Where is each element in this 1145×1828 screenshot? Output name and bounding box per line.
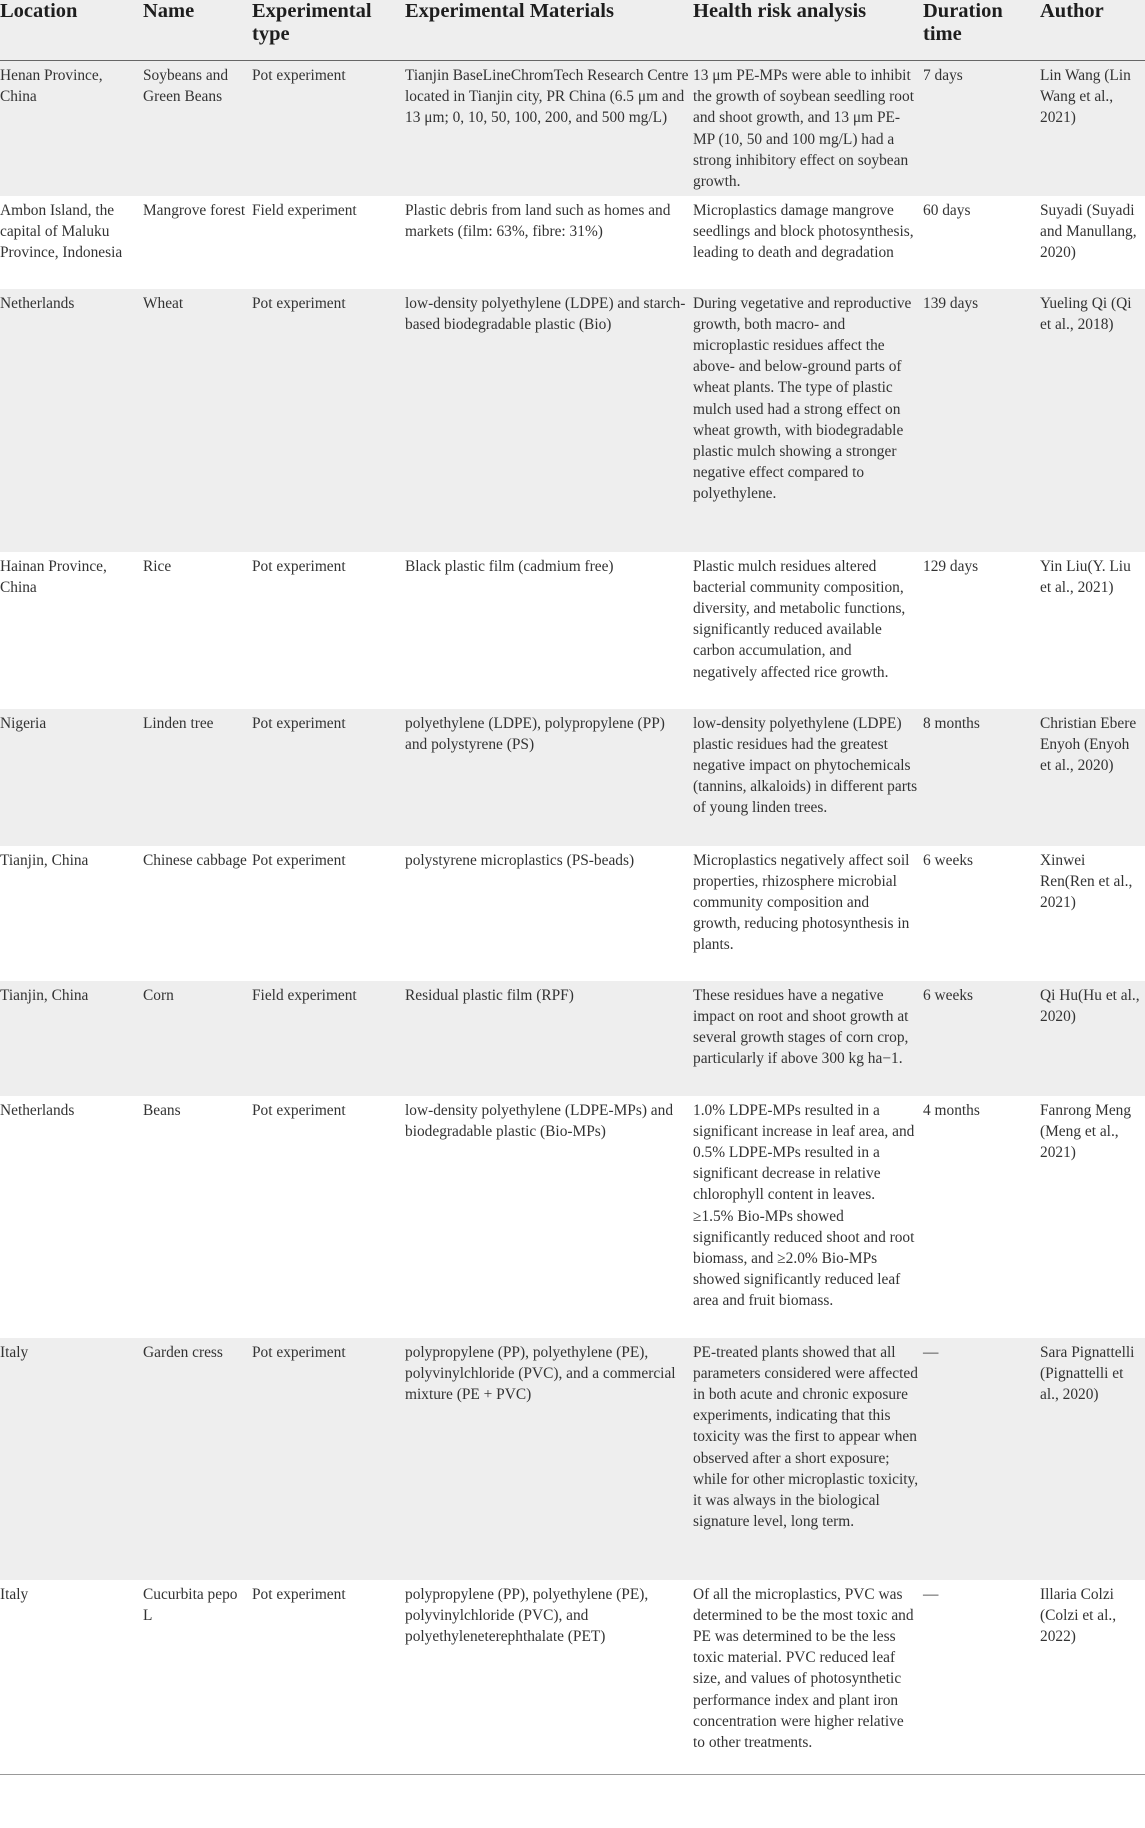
cell-materials: Plastic debris from land such as homes and markets (film: 63%, fibre: 31%)	[405, 201, 671, 240]
cell-location: Tianjin, China	[0, 981, 143, 1096]
cell-name: Garden cress	[143, 1338, 252, 1580]
cell-duration: 8 months	[923, 709, 1040, 846]
cell-location: Tianjin, China	[0, 851, 89, 869]
cell-type: Pot experiment	[252, 1580, 405, 1775]
table-row	[0, 1580, 1145, 1775]
cell-materials: low-density polyethylene (LDPE) and starch-based biodegradable plastic (Bio)	[405, 289, 693, 552]
header-experimental-type: Experimental type	[252, 0, 405, 61]
header-author: Author	[1040, 0, 1145, 61]
cell-author: Fanrong Meng (Meng et al., 2021)	[1040, 1101, 1132, 1161]
table-row	[0, 61, 1145, 196]
header-health-risk-analysis: Health risk analysis	[693, 0, 923, 61]
cell-materials: low-density polyethylene (LDPE-MPs) and biodegradable plastic (Bio-MPs)	[405, 1101, 674, 1140]
cell-type: Field experiment	[252, 981, 405, 1096]
cell-name: Wheat	[143, 289, 252, 552]
cell-type: Pot experiment	[252, 851, 346, 869]
cell-risk: Plastic mulch residues altered bacterial community composition, diversity, and metabolic functions, significantly reduced available carbon accumulation, and negatively affected rice growth.	[693, 557, 906, 681]
cell-name: Corn	[143, 981, 252, 1096]
cell-name: Cucurbita pepo L	[143, 1580, 252, 1775]
table-row	[0, 196, 1145, 289]
cell-location: Ambon Island, the capital of Maluku Province, Indonesia	[0, 201, 123, 261]
cell-type: Pot experiment	[252, 61, 405, 196]
cell-risk: These residues have a negative impact on root and shoot growth at several growth stages of corn crop, particularly if above 300 kg ha−1.	[693, 981, 923, 1096]
cell-duration: 6 weeks	[923, 981, 1040, 1096]
header-row	[0, 0, 1145, 61]
table-row	[0, 709, 1145, 846]
cell-materials: Residual plastic film (RPF)	[405, 981, 693, 1096]
cell-duration: 139 days	[923, 289, 1040, 552]
cell-type: Field experiment	[252, 201, 357, 219]
cell-name: Linden tree	[143, 709, 252, 846]
cell-risk: During vegetative and reproductive growth, both macro- and microplastic residues affect the above- and below-ground parts of wheat plants. The type of plastic mulch used had a strong effect on wheat growth, with biodegradable plastic mulch showing a stronger negative effect compared to polyethylene.	[693, 289, 923, 552]
table-row	[0, 552, 1145, 709]
cell-type: Pot experiment	[252, 289, 405, 552]
header-location: Location	[0, 0, 143, 61]
cell-duration: 4 months	[923, 1101, 980, 1119]
cell-location: Nigeria	[0, 709, 143, 846]
cell-author: Yin Liu(Y. Liu et al., 2021)	[1040, 557, 1131, 596]
table-row	[0, 1096, 1145, 1338]
cell-author: Xinwei Ren(Ren et al., 2021)	[1040, 851, 1133, 911]
cell-duration: 7 days	[923, 61, 1040, 196]
cell-risk: Of all the microplastics, PVC was determined to be the most toxic and PE was determined to be the less toxic material. PVC reduced leaf size, and values of photosynthetic performance index and plant iron concentration were higher relative to other treatments.	[693, 1580, 923, 1775]
cell-name: Soybeans and Green Beans	[143, 61, 252, 196]
cell-location: Italy	[0, 1338, 143, 1580]
cell-author: Yueling Qi (Qi et al., 2018)	[1040, 289, 1145, 552]
table-body	[0, 61, 1145, 1775]
header-name: Name	[143, 0, 252, 61]
cell-duration: —	[923, 1338, 1040, 1580]
cell-author: Suyadi (Suyadi and Manullang, 2020)	[1040, 201, 1137, 261]
table-row	[0, 289, 1145, 552]
cell-risk: Microplastics damage mangrove seedlings and block photosynthesis, leading to death and degradation	[693, 201, 914, 261]
cell-author: Christian Ebere Enyoh (Enyoh et al., 2020)	[1040, 709, 1145, 846]
cell-duration: 6 weeks	[923, 851, 974, 869]
cell-materials: polypropylene (PP), polyethylene (PE), polyvinylchloride (PVC), and a commercial mixture (PE + PVC)	[405, 1338, 693, 1580]
cell-name: Mangrove forest	[143, 201, 246, 219]
cell-materials: Black plastic film (cadmium free)	[405, 557, 614, 575]
cell-author: Illaria Colzi (Colzi et al., 2022)	[1040, 1580, 1145, 1775]
cell-duration: —	[923, 1580, 1040, 1775]
cell-type: Pot experiment	[252, 709, 405, 846]
table-row	[0, 846, 1145, 981]
cell-author: Qi Hu(Hu et al., 2020)	[1040, 981, 1145, 1096]
cell-materials: polyethylene (LDPE), polypropylene (PP) and polystyrene (PS)	[405, 709, 693, 846]
cell-risk: 1.0% LDPE-MPs resulted in a significant increase in leaf area, and 0.5% LDPE-MPs resulted in a significant decrease in relative chlorophyll content in leaves. ≥1.5% Bio-MPs showed significantly reduced shoot and root biomass, and ≥2.0% Bio-MPs showed significantly reduced leaf area and fruit biomass.	[693, 1101, 915, 1310]
cell-materials: Tianjin BaseLineChromTech Research Centre located in Tianjin city, PR China (6.5 μm and 13 μm; 0, 10, 50, 100, 200, and 500 mg/L)	[405, 61, 693, 196]
cell-risk: low-density polyethylene (LDPE) plastic residues had the greatest negative impact on phytochemicals (tannins, alkaloids) in different parts of young linden trees.	[693, 709, 923, 846]
cell-materials: polystyrene microplastics (PS-beads)	[405, 851, 635, 869]
cell-name: Rice	[143, 557, 172, 575]
cell-type: Pot experiment	[252, 1338, 405, 1580]
cell-risk: PE-treated plants showed that all parameters considered were affected in both acute and chronic exposure experiments, indicating that this toxicity was the first to appear when observed after a short exposure; while for other microplastic toxicity, it was always in the biological signature level, long term.	[693, 1338, 923, 1580]
table-row	[0, 1338, 1145, 1580]
cell-location: Netherlands	[0, 1101, 75, 1119]
cell-type: Pot experiment	[252, 1101, 346, 1119]
cell-type: Pot experiment	[252, 557, 346, 575]
table-row	[0, 981, 1145, 1096]
cell-location: Italy	[0, 1580, 143, 1775]
cell-location: Hainan Province, China	[0, 557, 107, 596]
cell-duration: 60 days	[923, 201, 971, 219]
cell-location: Henan Province, China	[0, 61, 143, 196]
cell-author: Lin Wang (Lin Wang et al., 2021)	[1040, 61, 1145, 196]
cell-name: Beans	[143, 1101, 181, 1119]
table-header	[0, 0, 1145, 61]
cell-location: Netherlands	[0, 289, 143, 552]
cell-risk: Microplastics negatively affect soil properties, rhizosphere microbial community composition and growth, reducing photosynthesis in plants.	[693, 851, 910, 954]
cell-materials: polypropylene (PP), polyethylene (PE), polyvinylchloride (PVC), and polyethyleneterephthalate (PET)	[405, 1580, 693, 1775]
cell-author: Sara Pignattelli (Pignattelli et al., 2020)	[1040, 1338, 1145, 1580]
cell-risk: 13 μm PE-MPs were able to inhibit the growth of soybean seedling root and shoot growth, and 13 μm PE-MP (10, 50 and 100 mg/L) had a strong inhibitory effect on soybean growth.	[693, 61, 923, 196]
cell-name: Chinese cabbage	[143, 851, 247, 869]
cell-duration: 129 days	[923, 557, 979, 575]
header-duration-time: Duration time	[923, 0, 1040, 61]
header-experimental-materials: Experimental Materials	[405, 0, 693, 61]
